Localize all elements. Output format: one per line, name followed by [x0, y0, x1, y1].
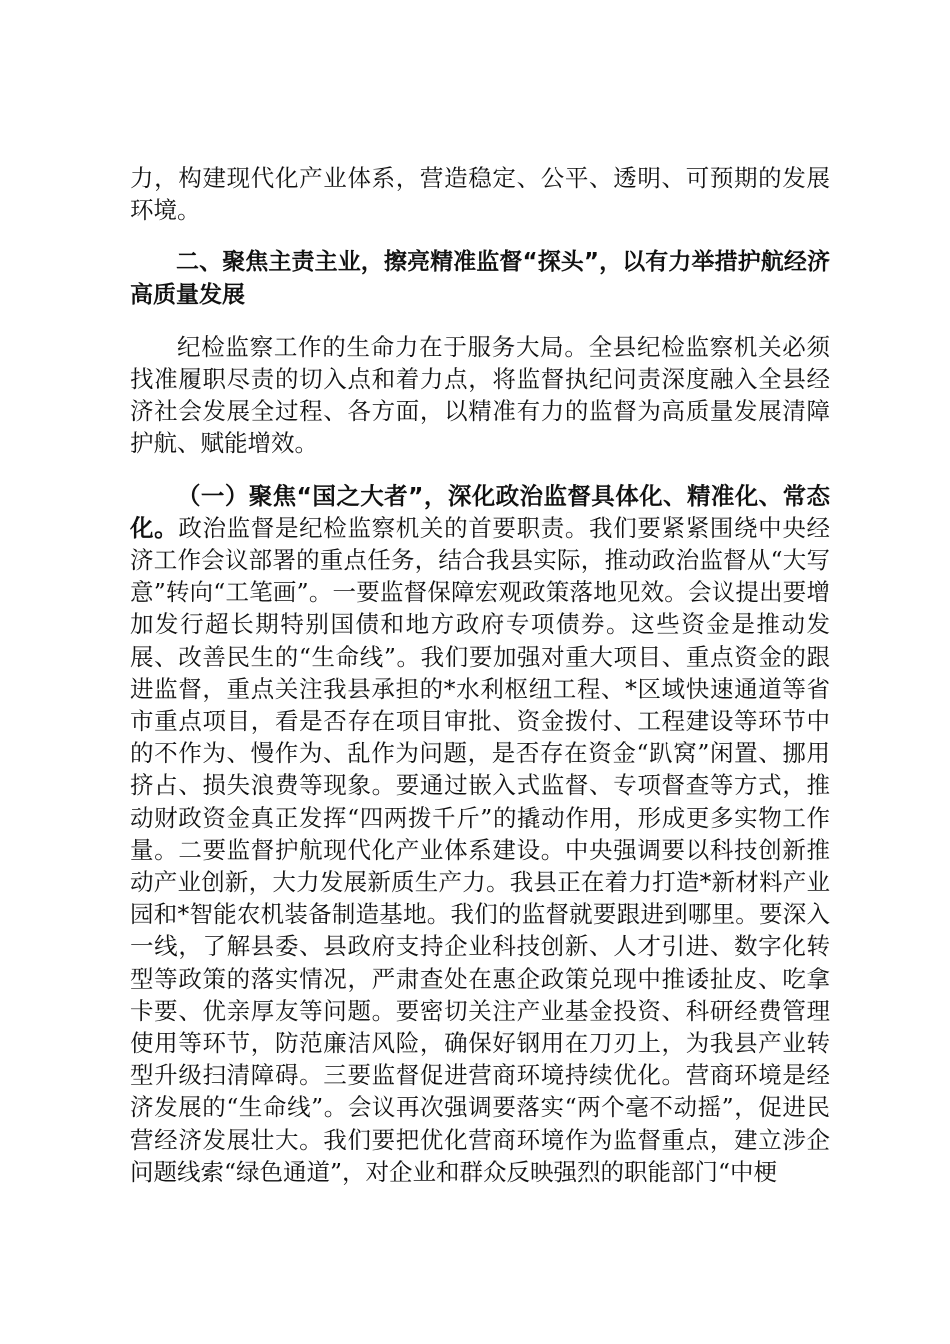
spacer [130, 460, 830, 480]
subsection-title: （一）聚焦“国之大者”，深化政治监督具体化、精准化、常态化。 [130, 481, 830, 542]
document-page [130, 162, 830, 1188]
spacer [130, 226, 830, 246]
continuation-paragraph: 力，构建现代化产业体系，营造稳定、公平、透明、可预期的发展环境。 [130, 164, 830, 225]
intro-paragraph: 纪检监察工作的生命力在于服务大局。全县纪检监察机关必须找准履职尽责的切入点和着力点，将监督执纪问责深度融入全县经济社会发展全过程、各方面，以精准有力的监督为高质量发展清障护航、赋能增效。 [130, 332, 830, 458]
section-heading: 二、聚焦主责主业，擦亮精准监督“探头”，以有力举措护航经济高质量发展 [130, 249, 830, 308]
spacer [130, 311, 830, 331]
subsection-body: 政治监督是纪检监察机关的首要职责。我们要紧紧围绕中央经济工作会议部署的重点任务，结合我县实际，推动政治监督从“大写意”转向“工笔画”。一要监督保障宏观政策落地见效。会议提出要增加发行超长期特别国债和地方政府专项债券。这些资金是推动发展、改善民生的“生命线”。我们要加强对重大项目、重点资金的跟进监督，重点关注我县承担的*水利枢纽工程、*区域快速通道等省市重点项目，看是否存在项目审批、资金拨付、工程建设等环节中的不作为、慢作为、乱作为问题，是否存在资金“趴窝”闲置、挪用挤占、损失浪费等现象。要通过嵌入式监督、专项督查等方式，推动财政资金真正发挥“四两拨千斤”的撬动作用，形成更多实物工作量。二要监督护航现代化产业体系建设。中央强调要以科技创新推动产业创新，大力发展新质生产力。我县正在着力打造*新材料产业园和*智能农机装备制造基地。我们的监督就要跟进到哪里。要深入一线，了解县委、县政府支持企业科技创新、人才引进、数字化转型等政策的落实情况，严肃查处在惠企政策兑现中推诿扯皮、吃拿卡要、优亲厚友等问题。要密切关注产业基金投资、科研经费管理使用等环节，防范廉洁风险，确保好钢用在刀刃上，为我县产业转型升级扫清障碍。三要监督促进营商环境持续优化。营商环境是经济发展的“生命线”。会议再次强调要落实“两个毫不动摇”，促进民营经济发展壮大。我们要把优化营商环境作为监督重点，建立涉企问题线索“绿色通道”，对企业和群众反映强烈的职能部门“中梗 [130, 513, 831, 1186]
subsection-paragraph [130, 480, 830, 1188]
